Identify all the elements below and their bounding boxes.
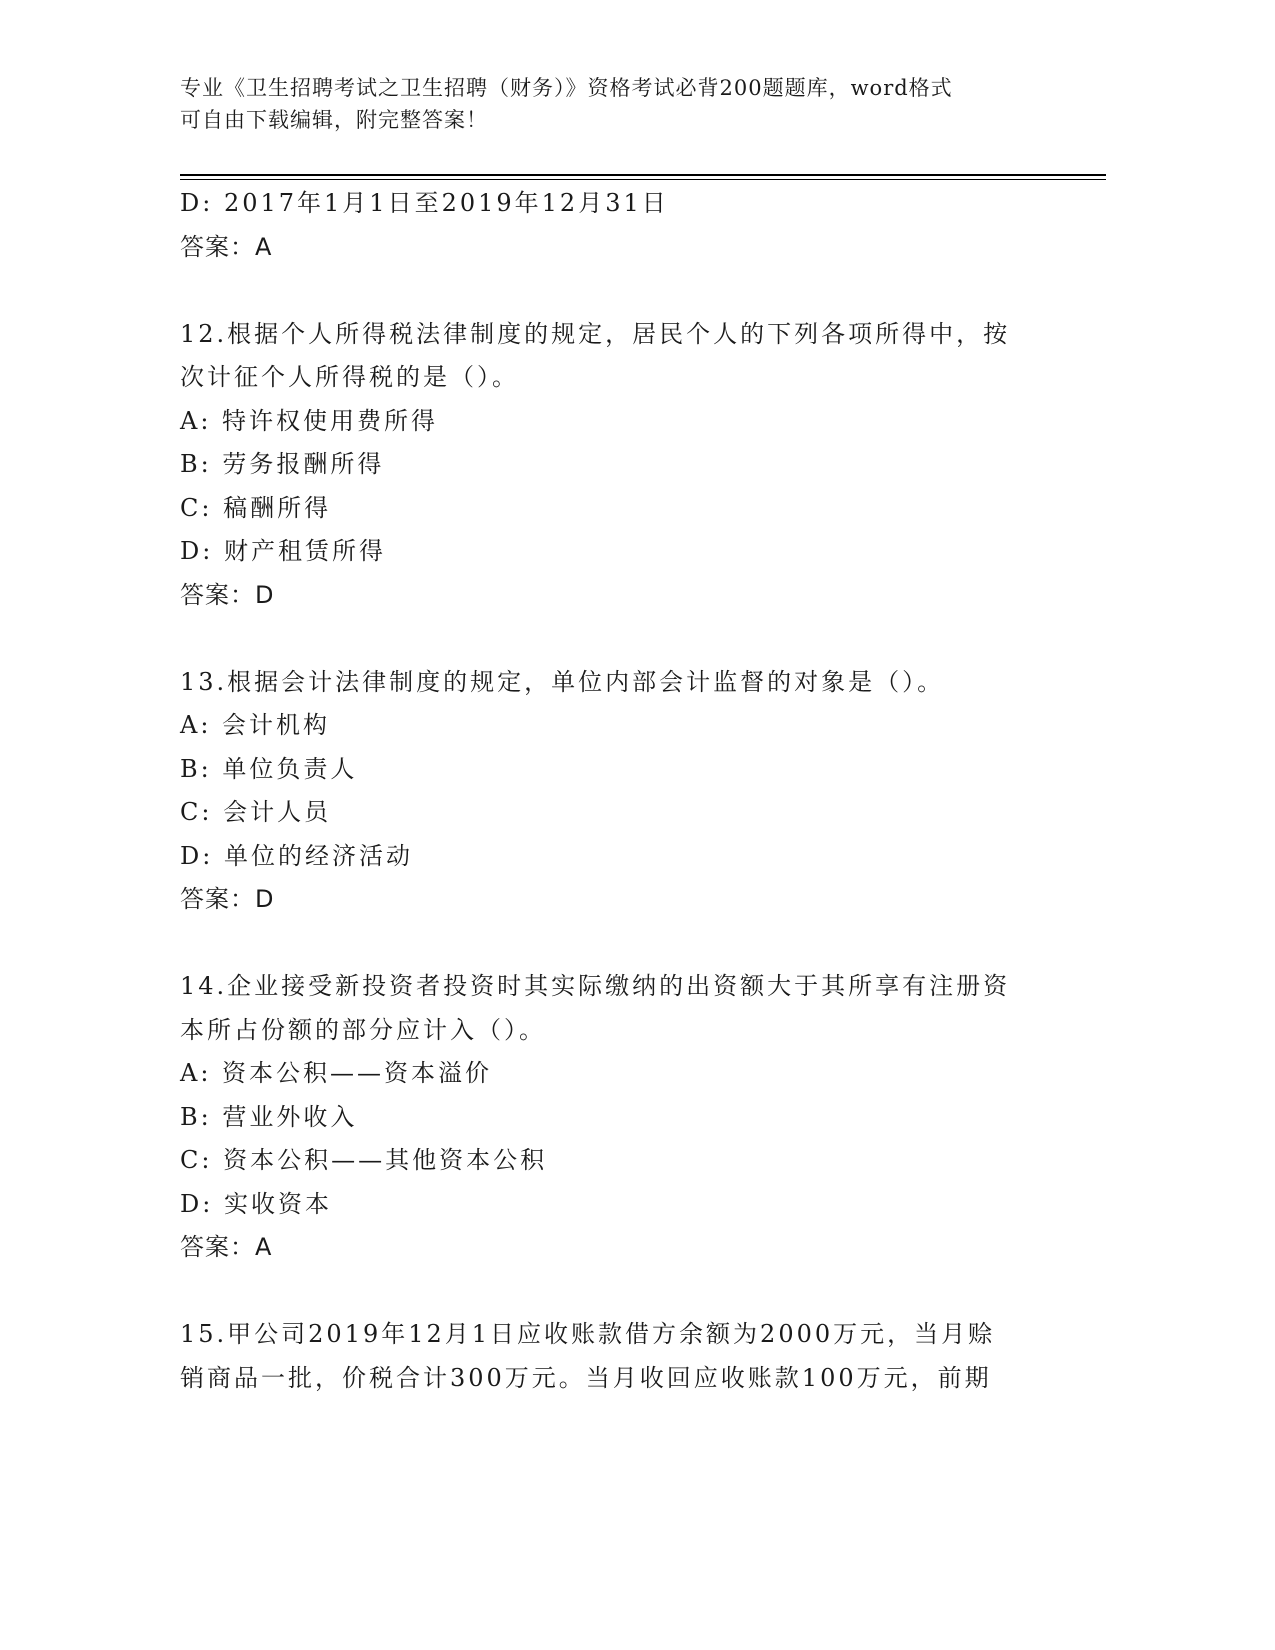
header-divider-thin bbox=[180, 179, 1106, 180]
q13-answer: 答案：D bbox=[180, 885, 275, 913]
q13-option-d: D: 单位的经济活动 bbox=[180, 841, 413, 870]
q11-answer: 答案：A bbox=[180, 232, 273, 261]
q11-option-d: D: 2017年1月1日至2019年12月31日 bbox=[180, 189, 669, 217]
q14-option-c: C: 资本公积——其他资本公积 bbox=[180, 1146, 548, 1174]
q12-option-c: C: 稿酬所得 bbox=[180, 493, 332, 522]
q13-option-c: C: 会计人员 bbox=[180, 798, 332, 826]
question-list bbox=[180, 182, 1040, 1400]
q13-stem-line-1: 13.根据会计法律制度的规定，单位内部会计监督的对象是（）。 bbox=[180, 667, 945, 696]
q12-answer: 答案：D bbox=[180, 580, 275, 609]
question-15 bbox=[180, 1313, 1040, 1400]
q13-option-b: B: 单位负责人 bbox=[180, 754, 358, 783]
question-11-tail bbox=[180, 182, 1040, 269]
q14-stem-line-1: 14.企业接受新投资者投资时其实际缴纳的出资额大于其所享有注册资 bbox=[180, 972, 1011, 1000]
q13-option-a: A: 会计机构 bbox=[180, 711, 331, 739]
spacer bbox=[180, 1270, 1040, 1314]
question-14 bbox=[180, 965, 1040, 1270]
q14-option-d: D: 实收资本 bbox=[180, 1189, 332, 1218]
q14-option-b: B: 营业外收入 bbox=[180, 1102, 358, 1131]
header-divider-thick bbox=[180, 174, 1106, 176]
spacer bbox=[180, 269, 1040, 313]
q14-option-a: A: 资本公积——资本溢价 bbox=[180, 1059, 493, 1087]
q14-answer: 答案：A bbox=[180, 1233, 273, 1261]
q12-stem-line-2: 次计征个人所得税的是（）。 bbox=[180, 363, 519, 391]
header-line-2: 可自由下载编辑，附完整答案！ bbox=[180, 108, 488, 132]
q15-stem-line-2: 销商品一批，价税合计300万元。当月收回应收账款100万元，前期 bbox=[180, 1363, 992, 1392]
question-12 bbox=[180, 313, 1040, 618]
spacer bbox=[180, 922, 1040, 966]
spacer bbox=[180, 617, 1040, 661]
q12-stem-line-1: 12.根据个人所得税法律制度的规定，居民个人的下列各项所得中，按 bbox=[180, 319, 1011, 348]
q12-option-a: A: 特许权使用费所得 bbox=[180, 406, 439, 435]
document-header bbox=[180, 72, 1040, 136]
q12-option-b: B: 劳务报酬所得 bbox=[180, 450, 385, 478]
q12-option-d: D: 财产租赁所得 bbox=[180, 537, 386, 565]
q15-stem-line-1: 15.甲公司2019年12月1日应收账款借方余额为2000万元，当月赊 bbox=[180, 1320, 996, 1348]
q14-stem-line-2: 本所占份额的部分应计入（）。 bbox=[180, 1015, 546, 1044]
question-13 bbox=[180, 661, 1040, 922]
header-line-1: 专业《卫生招聘考试之卫生招聘（财务）》资格考试必背200题题库，word格式 bbox=[180, 76, 953, 100]
